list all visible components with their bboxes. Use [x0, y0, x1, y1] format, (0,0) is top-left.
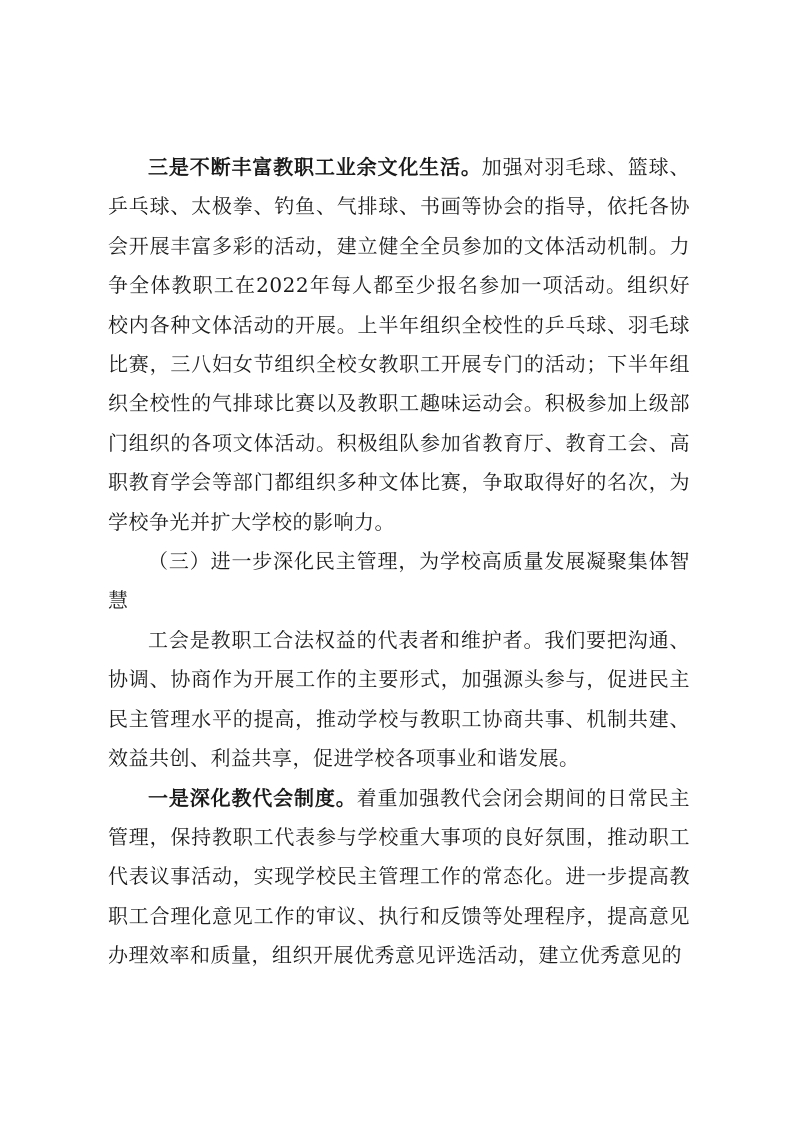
paragraph-union-role [108, 621, 690, 779]
paragraph-lead: 一是深化教代会制度。 [148, 785, 357, 810]
paragraph-text: 工会是教职工合法权益的代表者和维护者。我们要把沟通、协调、协商作为开展工作的主要形式，加强源头参与，促进民主民主管理水平的提高，推动学校与教职工协商共事、机制共建、效益共创、利益共享，促进学校各项事业和谐发展。 [108, 627, 690, 771]
paragraph-text: 着重加强教代会闭会期间的日常民主管理，保持教职工代表参与学校重大事项的良好氛围，推动职工代表议事活动，实现学校民主管理工作的常态化。进一步提高教职工合理化意见工作的审议、执行和反馈等处理程序，提高意见办理效率和质量，组织开展优秀意见评选活动，建立优秀意见的 [108, 785, 691, 968]
paragraph-text: 加强对羽毛球、篮球、乒乓球、太极拳、钓鱼、气排球、书画等协会的指导，依托各协会开展丰富多彩的活动，建立健全全员参加的文体活动机制。力争全体教职工在2022年每人都至少报名参加一项活动。组织好校内各种文体活动的开展。上半年组织全校性的乒乓球、羽毛球比赛，三八妇女节组织全校女教职工开展专门的活动；下半年组织全校性的气排球比赛以及教职工趣味运动会。积极参加上级部门组织的各项文体活动。积极组队参加省教育厅、教育工会、高职教育学会等部门都组织多种文体比赛，争取取得好的名次，为学校争光并扩大学校的影响力。 [108, 155, 691, 534]
paragraph-cultural-life [108, 148, 690, 542]
section-heading [108, 542, 690, 621]
paragraph-lead: 三是不断丰富教职工业余文化生活。 [148, 155, 482, 179]
paragraph-congress-system [108, 779, 690, 976]
section-heading-text: （三）进一步深化民主管理，为学校高质量发展凝聚集体智慧 [108, 549, 690, 613]
document-body [108, 148, 690, 976]
